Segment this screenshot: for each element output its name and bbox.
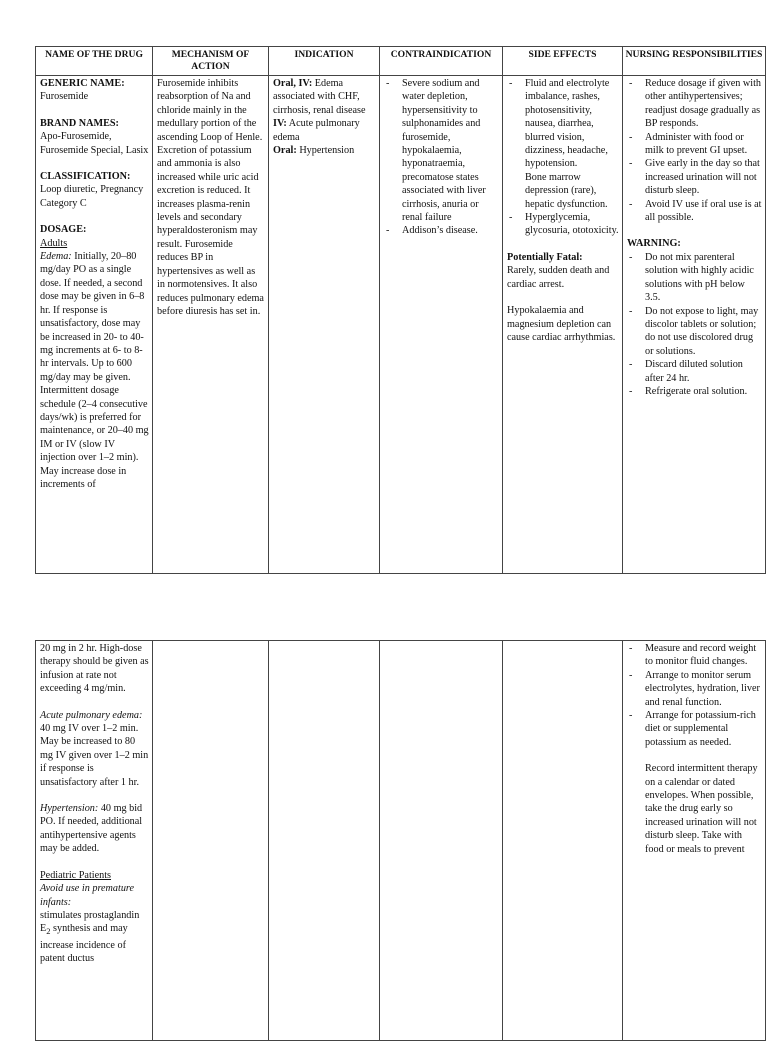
header-row xyxy=(36,47,766,76)
edema-dosage-continued: 20 mg in 2 hr. High-dose therapy should be given as infusion at rate not exceeding 4 mg/min. xyxy=(40,643,149,695)
oral-text: Hypertension xyxy=(299,145,355,157)
header-side-effects: SIDE EFFECTS xyxy=(503,47,623,76)
oral-iv-label: Oral, IV: xyxy=(273,78,313,89)
header-contraindication: CONTRAINDICATION xyxy=(380,47,503,76)
edema-text: Initially, 20–80 mg/day PO as a single dose. If needed, a second dose may be given in 6–8 hr. If response is unsatisfactory, dose may be increased in 20- to 40-mg increments at 6- to 8-hr intervals. Up to 600 mg/day may be given. Intermittent dosage schedule (2–4 consecutive days/wk) is preferred for maintenance, or 20–40 mg IM or IV (slow IV injection over 1–2 min). May increase dose in increments of xyxy=(40,251,149,490)
bone-marrow-text: Bone marrow depression (rare), hepatic dysfunction. xyxy=(525,171,608,210)
side-effects-cell-continued xyxy=(503,641,623,1041)
mechanism-cell-continued xyxy=(153,641,269,1041)
adults-label: Adults xyxy=(40,237,68,249)
list-item: - Do not mix parenteral solution with highly acidic solutions with pH below 3.5. xyxy=(627,251,762,305)
drug-cell-continued xyxy=(36,641,153,1041)
pediatric-avoid-text: Avoid use in premature infants: xyxy=(40,883,135,908)
mechanism-cell: Furosemide inhibits reabsorption of Na and chloride mainly in the medullary portion of the ascending Loop of Henle. Excretion of potassium and ammonia is also increased while uric acid excretion is reduced. It increases plasma-renin levels and secondary hyperaldosteronism may result. Furosemide reduces BP in hypertensives as well as in normotensives. It also reduces pulmonary edema before diuresis has set in. xyxy=(153,76,269,574)
nursing-cell-continued xyxy=(623,641,766,1041)
drug-cell xyxy=(36,76,153,574)
pediatric-text-a: stimulates prostaglandin E xyxy=(40,909,140,935)
potentially-fatal-text: Rarely, sudden death and cardiac arrest. xyxy=(507,265,610,290)
list-item: - Give early in the day so that increased urination will not disturb sleep. xyxy=(627,157,762,197)
oral-iv-text: Edema associated with CHF, cirrhosis, renal disease xyxy=(273,78,366,116)
list-item: - Avoid IV use if oral use is at all possible. xyxy=(627,198,762,225)
edema-dosage xyxy=(40,250,149,491)
list-item: - Refrigerate oral solution. xyxy=(627,385,762,398)
list-item: - Arrange for potassium-rich diet or supplemental potassium as needed. xyxy=(627,709,762,749)
list-item: - Administer with food or milk to prevent GI upset. xyxy=(627,131,762,158)
list-item: - Severe sodium and water depletion, hypersensitivity to sulphonamides and furosemide, hypokalaemia, hyponatraemia, precomatose states associated with liver cirrhosis, anuria or renal failure xyxy=(384,77,499,224)
header-nursing: NURSING RESPONSIBILITIES xyxy=(623,47,766,76)
nursing-cell xyxy=(623,76,766,574)
generic-name-label: GENERIC NAME: xyxy=(40,78,125,89)
edema-label: Edema: xyxy=(40,251,72,263)
hypertension-label: Hypertension: xyxy=(40,803,99,815)
header-indication: INDICATION xyxy=(269,47,380,76)
contraindication-cell xyxy=(380,76,503,574)
indication-cell-continued xyxy=(269,641,380,1041)
dosage-label: DOSAGE: xyxy=(40,224,87,236)
oral-label: Oral: xyxy=(273,145,297,157)
table-row xyxy=(36,76,766,574)
indication-cell xyxy=(269,76,380,574)
table-row xyxy=(36,641,766,1041)
hypertension-text: 40 mg bid PO. If needed, additional antihypertensive agents may be added. xyxy=(40,803,143,855)
drug-table-page-1 xyxy=(35,46,766,574)
list-item: - Arrange to monitor serum electrolytes, hydration, liver and renal function. xyxy=(627,669,762,709)
side-effects-cell xyxy=(503,76,623,574)
list-item: - Measure and record weight to monitor fluid changes. xyxy=(627,642,762,669)
iv-text: Acute pulmonary edema xyxy=(273,118,360,143)
contraindication-cell-continued xyxy=(380,641,503,1041)
list-item: - Fluid and electrolyte imbalance, rashes, photosensitivity, nausea, diarrhea, blurred vision, dizziness, headache, hypotension. xyxy=(507,77,619,171)
record-therapy-text: Record intermittent therapy on a calendar or dated envelopes. When possible, take the drug early so increased urination will not disturb sleep. Take with food or meals to prevent xyxy=(645,763,758,855)
generic-name-value: Furosemide xyxy=(40,91,89,103)
pediatric-text-b: synthesis and may increase incidence of patent ductus xyxy=(40,923,128,965)
list-item: - Hyperglycemia, glycosuria, ototoxicity. xyxy=(507,211,619,238)
header-mechanism: MECHANISM OF ACTION xyxy=(153,47,269,76)
classification-label: CLASSIFICATION: xyxy=(40,171,131,183)
iv-label: IV: xyxy=(273,118,287,130)
acute-pulmonary-edema-text: 40 mg IV over 1–2 min. May be increased to 80 mg IV given over 1–2 min if response is unsatisfactory after 1 hr. xyxy=(40,723,149,788)
brand-names-label: BRAND NAMES: xyxy=(40,117,119,129)
list-item: - Do not expose to light, may discolor tablets or solution; do not use discolored drug or solutions. xyxy=(627,305,762,359)
potentially-fatal-label: Potentially Fatal: xyxy=(507,251,583,263)
pediatric-label: Pediatric Patients xyxy=(40,869,112,881)
drug-table-page-2 xyxy=(35,640,766,1041)
acute-pulmonary-edema-label: Acute pulmonary edema: xyxy=(40,709,143,721)
hypokalaemia-text: Hypokalaemia and magnesium depletion can cause cardiac arrhythmias. xyxy=(507,305,616,343)
list-item: - Discard diluted solution after 24 hr. xyxy=(627,358,762,385)
list-item: - Reduce dosage if given with other antihypertensives; readjust dosage gradually as BP responds. xyxy=(627,77,762,131)
pediatric-subscript: 2 xyxy=(46,926,51,937)
warning-label: WARNING: xyxy=(627,238,681,250)
list-item: - Addison’s disease. xyxy=(384,224,499,237)
brand-names-value: Apo-Furosemide, Furosemide Special, Lasix xyxy=(40,131,149,156)
header-drug-name: NAME OF THE DRUG xyxy=(36,47,153,76)
classification-value: Loop diuretic, Pregnancy Category C xyxy=(40,184,144,209)
